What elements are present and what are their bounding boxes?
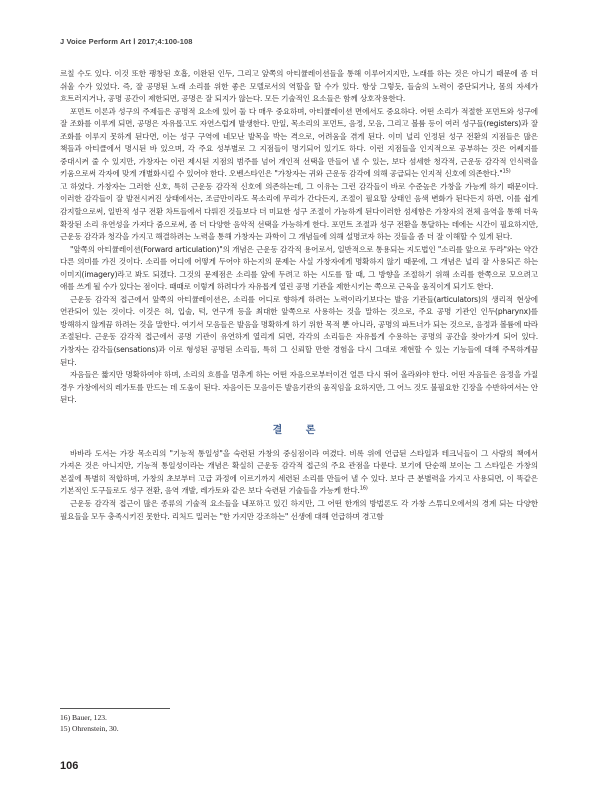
paragraph-text: 고 하였다. 가창자는 그러한 신호, 특히 근운동 감각적 신호에 의존하는데, 그 이유는 그런 감각들이 바로 수준높은 가창을 가능케 하기 때문이다. 이러한 감각들이 잘 발전시켜진 상태에서는, 조금만이라도 목소리에 무리가 간다든지, 조절이 필요할 상태인 음색 변화가 된다든지 하면, 이를 쉽게 감지할으로써, 일반적 성구 전환 차트들에서 다뤄진 것들보다 더 미묘한 성구 조절이 가능하게 된다이러한 섬세함은 가창자의 전체 음역을 통해 더욱 확장된 소리 유연성을 가져다 줌으로써, 좀 더 다양한 음악적 선택을 가능하게 한다. 포먼트 조절과 성구 전환을 통달하는 데에는 시간이 필요하지만, 근운동 감각과 청각을 가지고 해결하려는 노력을 통해 가창자는 과학이 그 개념들에 의해 설명코자 하는 것들을 좀 더 잘 이해할 수 있게 된다. xyxy=(60,181,538,242)
body-section-top xyxy=(60,68,538,407)
paragraph xyxy=(60,181,538,244)
footnote-ref: 15) xyxy=(502,168,511,175)
footnotes xyxy=(60,712,538,734)
paragraph-text: 르칠 수도 있다. 이것 또한 팽창된 호흡, 이완된 인두, 그리고 앞쪽의 아티큘레이션들을 통해 이루어지지만, 노래를 하는 것은 아니기 때문에 좀 더 쉬울 수가 있었다. 즉, 잘 공명된 노래 소리를 위한 좋은 모델로서의 역할을 할 수가 있다. 항상 그렇듯, 들숨의 노력이 중단되거나, 몸의 자세가 흐트러지거나, 공명 공간이 제한되면, 공명은 잘 되지가 않는다. 모든 기술적인 요소들은 함께 상호작용한다. xyxy=(60,69,538,104)
running-head: J Voice Perform Art Ⅰ 2017;4:100-108 xyxy=(60,37,193,46)
paragraph xyxy=(60,68,538,106)
paragraph xyxy=(60,244,538,294)
paragraph-text: 포먼트 이론과 성구의 주제들은 공명적 요소에 있어 둘 다 매우 중요하며, 아티큘레이션 면에서도 중요하다. 어떤 소리가 적절한 포먼트와 성구에 잘 조화를 이루게 되면, 공명은 자유롭고도 자연스럽게 발생한다. 만일, 목소리의 포먼트, 음정, 모음, 그리고 볼륨 등이 여러 성구들(registers)과 잘 조화를 이루지 못하게 된다면, 이는 성구 구역에 네모난 발목을 박는 격으로, 어려움을 겪게 된다. 이미 널리 인정된 성구 전환의 지점들은 많은 책들과 아티클에서 명시된 바 있으며, 각 주요 성부별로 그 지점들이 명기되어 있기도 하다. 이런 지점들을 인지적으로 공부하는 것은 어쎄지를 중대시켜 줄 수 있지만, 가창자는 이런 제시된 지점의 범주를 넘어 개인적 선택을 만들어 낼 수 있는, 보다 섬세한 청각적, 근운동 감각적 인식력을 키움으로써 각자에 맞게 개별화시킬 수 있어야 한다. 오벤스타인은 "가창자는 귀와 근운동 감각에 의해 공급되는 인지적 신호에 의존한다." xyxy=(60,106,538,179)
paragraph xyxy=(60,106,538,181)
article-body xyxy=(60,68,538,523)
paragraph-text: 근운동 감각적 접근이 많은 종류의 기술적 요소들을 내포하고 있긴 하지만, 그 어떤 한개의 방법론도 각 가창 스튜디오에서의 경계 되는 다양한 필요들을 모두 충족시키진 못한다. 리처드 밀러는 "한 가지만 강조하는" 선생에 대해 언급하며 경고함 xyxy=(60,498,538,521)
paragraph xyxy=(60,498,538,523)
footnote-divider xyxy=(60,708,170,709)
paragraph-text: 근운동 감각적 접근에서 앞쪽의 아티큘레이션은, 소리를 어디로 향하게 하려는 노력이라기보다는 발음 기관들(articulators)의 생리적 현상에 연관되어 있는 것이다. 이것은 혀, 입술, 턱, 연구개 등을 최대한 앞쪽으로 사용하는 것을 말하는 것으로, 주요 공명 기관인 인두(pharynx)를 방해하지 않게끔 하려는 것을 말한다. 여기서 모음들은 발음을 명확하게 하기 위한 목적 뿐 아니라, 공명의 파트너가 되는 것으로, 음정과 볼륨에 따라 조절된다. 근운동 감각적 접근에서 공명 기관이 유연하게 열리게 되면, 각각의 소리들은 자유롭게 수용하는 공명의 공간을 찾아가게 되어 있다. 가창자는 감각들(sensations)과 이로 형성된 공명된 소리들, 특히 그 신뢰할 만한 경험을 다시 그대로 재현할 수 있는 기능들에 대해 주목하게끔 된다. xyxy=(60,294,538,367)
paragraph-text: 자음들은 짧지만 명확하여야 하며, 소리의 흐름을 멈추게 하는 어떤 자음으로부터이건 얼른 다시 뛰어 올라와야 한다. 어떤 자음들은 음정을 가질 경우 가창에서의 레가토를 만드는 데 도움이 된다. 자음이든 모음이든 발음기관의 움직임을 요하지만, 그 어느 것도 불필요한 긴장을 수반하여서는 안 된다. xyxy=(60,370,538,405)
footnote: 15) Ohrenstein, 30. xyxy=(60,724,119,733)
paragraph xyxy=(60,369,538,407)
footnote: 16) Bauer, 123. xyxy=(60,713,107,722)
paragraph xyxy=(60,294,538,369)
page-number: 106 xyxy=(60,760,79,772)
section-title-conclusion: 결 론 xyxy=(272,424,326,436)
paragraph-text: 바바라 도서는 가장 목소리의 "기능적 통일성"을 숙련된 가창의 중심점이라 여겼다. 비록 위에 언급된 스타일과 테크닉들이 그 사람의 책에서 가져온 것은 아니지만, 기능적 통일성이라는 개념은 확실히 근운동 감각적 접근의 주요 관점을 다룬다. 보기에 단순해 보이는 그 스타일은 가창의 본질에 특별히 적합하며, 가창의 초보부터 고급 과정에 이르기까지 세련된 소리를 만들어 낼 수 있다. 보다 큰 분별력을 가지고 사용되면, 이 똑같은 기본적인 도구들로도 성구 전환, 음역 개발, 레가토와 같은 보다 숙련된 기술들을 가능케 한다. xyxy=(60,448,538,496)
footnote-ref: 16) xyxy=(359,485,368,492)
body-section-bottom xyxy=(60,448,538,523)
paragraph xyxy=(60,448,538,498)
paragraph-text: "앞쪽의 아티큘레이션(Forward articulation)"의 개념은 근운동 감각적 용어로서, 일반적으로 통용되는 지도법인 "소리를 앞으로 두라"와는 약간 다른 의미를 가진 것이다. 소리를 어디에 어떻게 두어야 하는지의 문제는 사실 가창자에게 명확하지 않기 때문에, 그 개념은 널리 잘 사용되곤 하는 이미지(imagery)라고 봐도 되겠다. 그것의 문제점은 소리를 앞에 두려고 하는 시도를 할 때, 그 방향을 조절하기 위해 소리를 한쪽으로 모으려고 애를 쓰게 될 수가 있다는 점이다. 때때로 이렇게 하려다가 자유롭게 열린 공명 기관을 제한시키는 쪽으로 근육을 움직이게 되기도 한다. xyxy=(60,244,538,292)
